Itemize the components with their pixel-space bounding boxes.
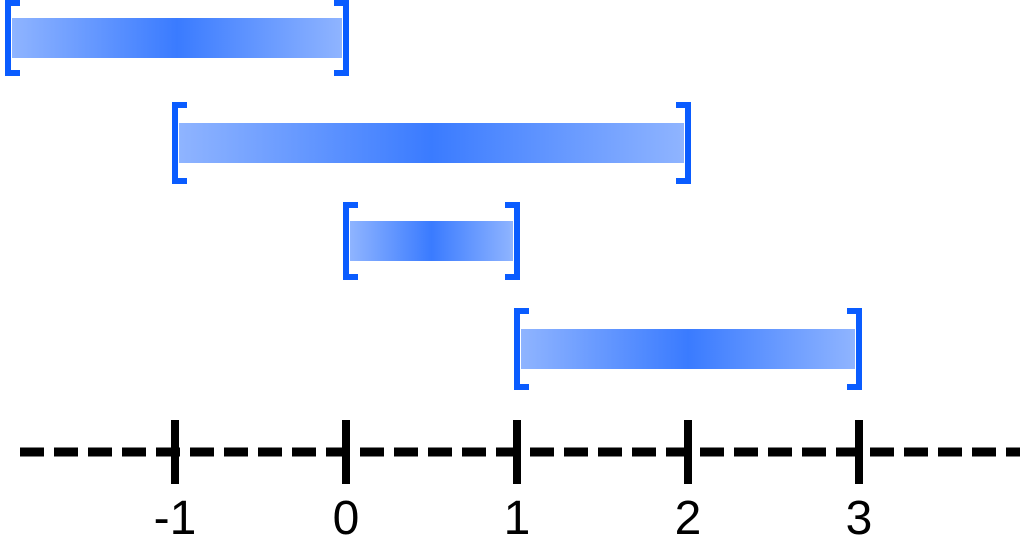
- interval-3: [346, 205, 517, 277]
- tick-label: 1: [503, 492, 531, 538]
- interval-1: [8, 3, 346, 73]
- interval-2-bar: [179, 123, 684, 163]
- axis-ticks: [154, 420, 873, 538]
- tick-label: -1: [153, 492, 197, 538]
- interval-1-bar: [12, 18, 342, 58]
- interval-3-bar: [350, 221, 513, 261]
- tick-label: 2: [674, 492, 702, 538]
- interval-4-bar: [521, 329, 855, 369]
- intervals: [8, 3, 859, 387]
- interval-2: [175, 105, 688, 181]
- tick-label: 3: [845, 492, 873, 538]
- interval-4: [517, 311, 859, 387]
- tick-label: 0: [332, 492, 360, 538]
